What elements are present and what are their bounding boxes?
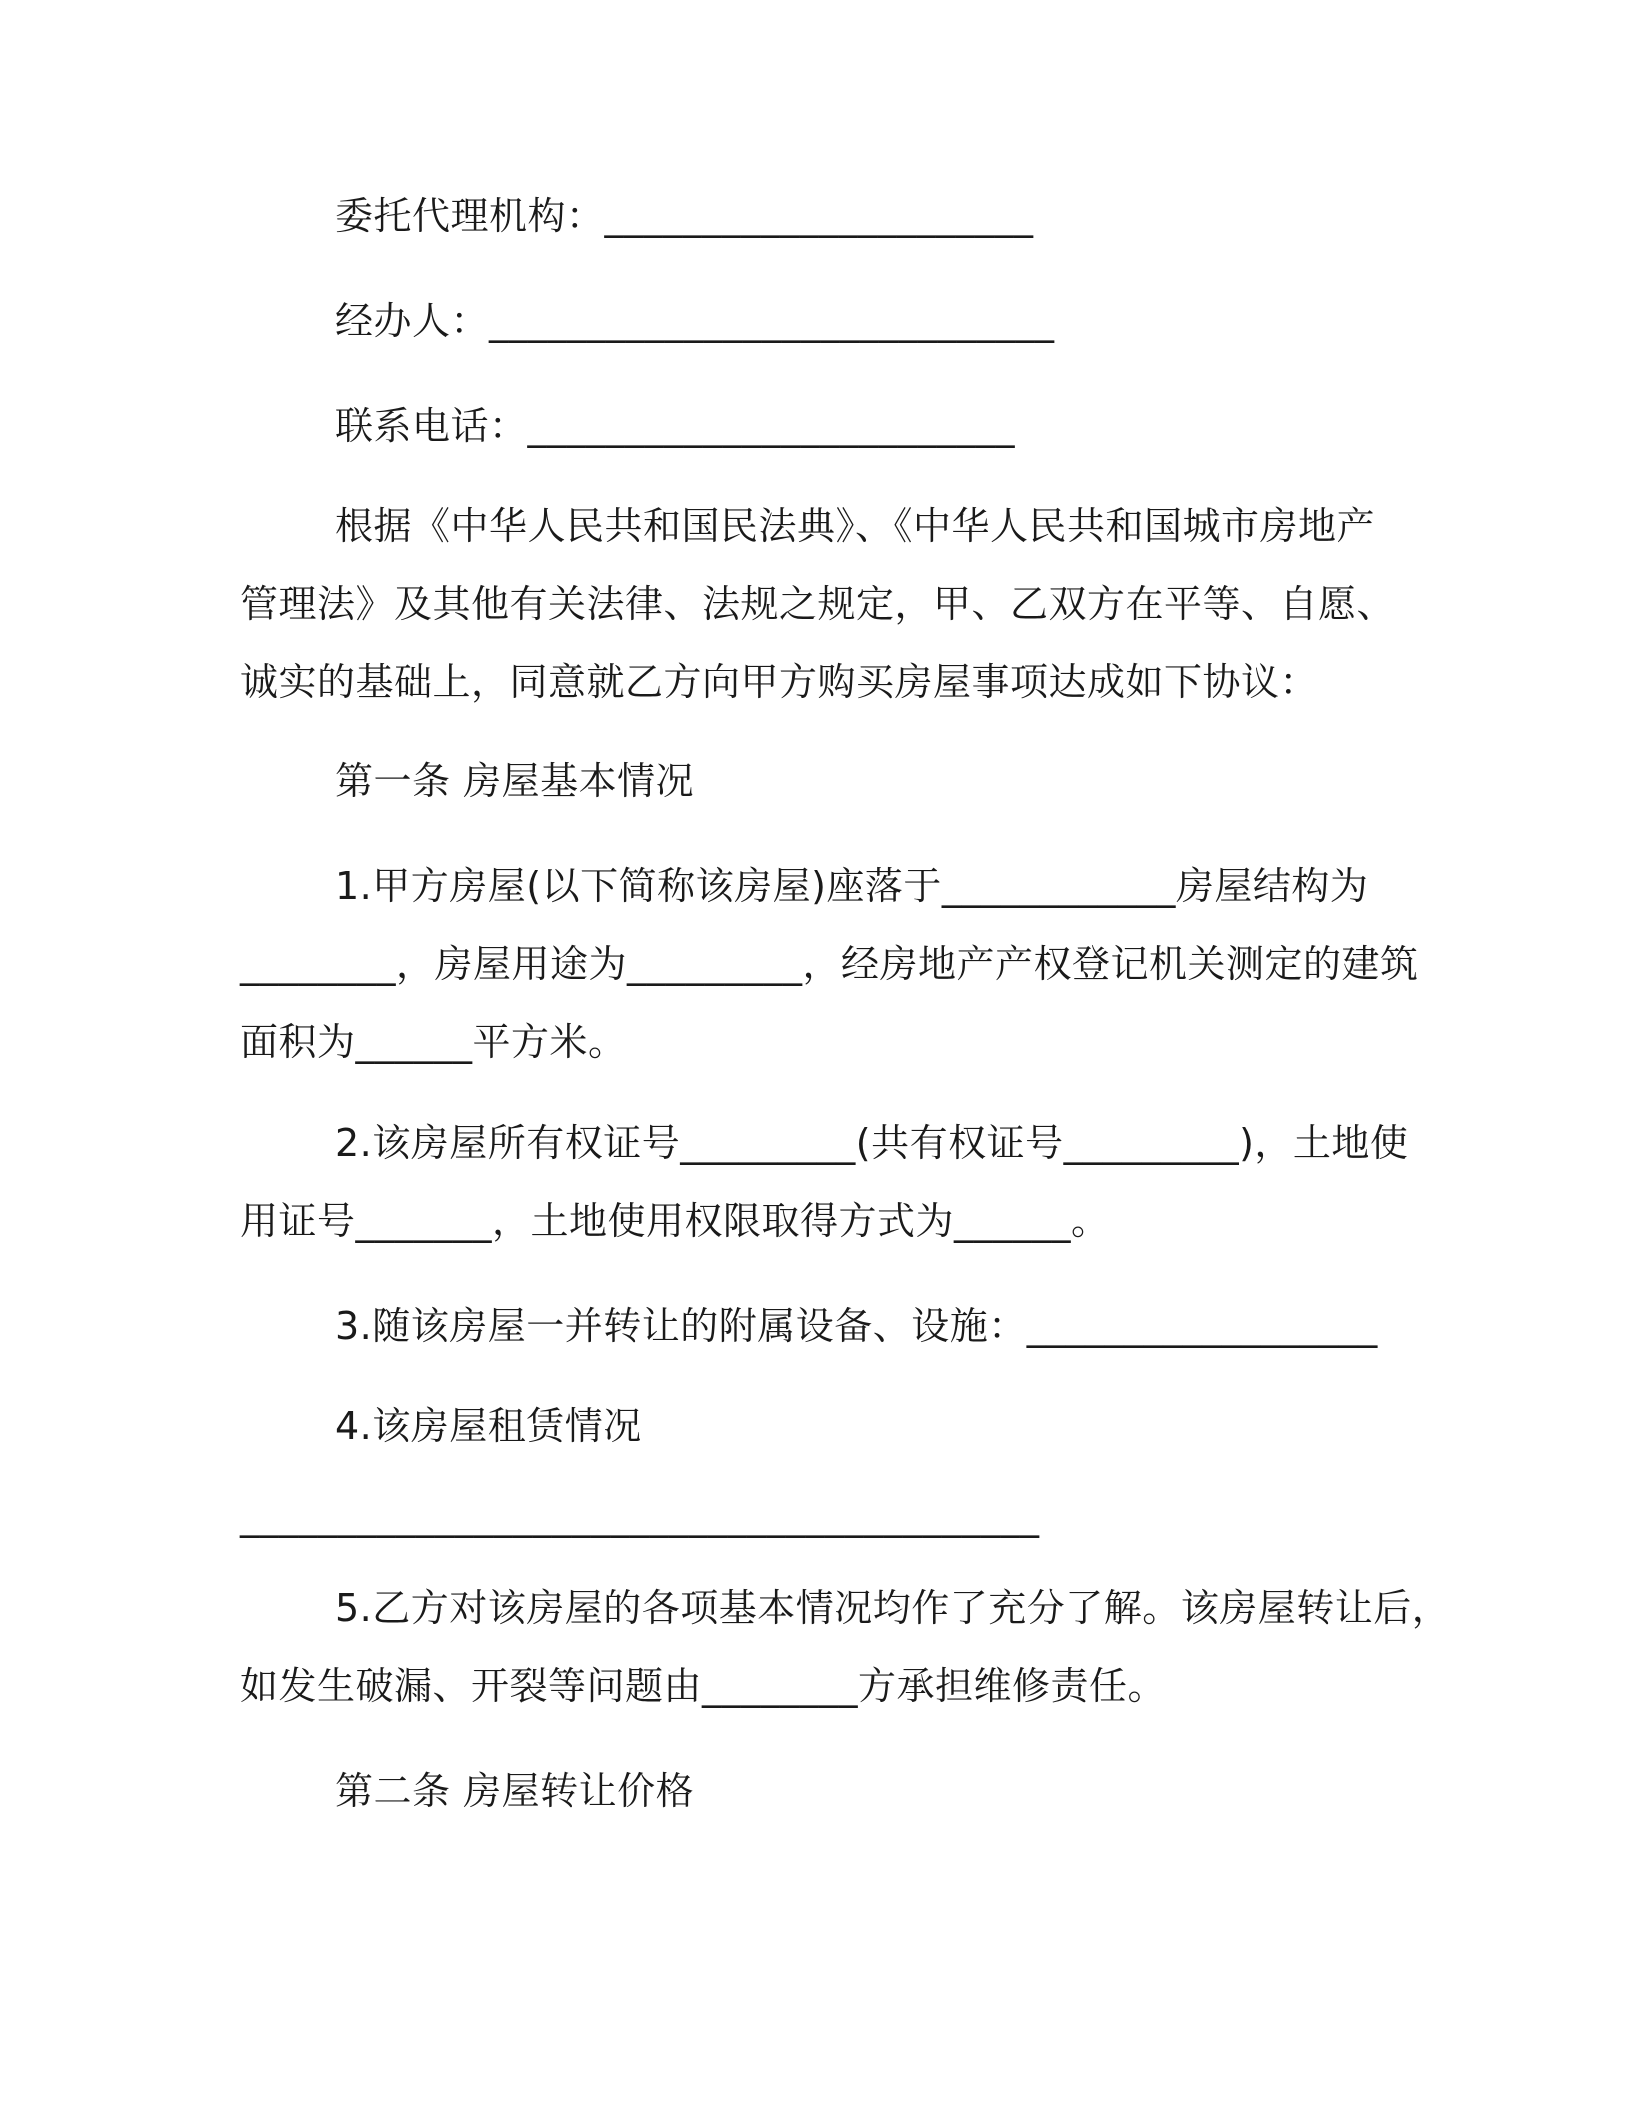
article-1-heading: 第一条 房屋基本情况	[335, 759, 695, 803]
article-2-heading: 第二条 房屋转让价格	[335, 1769, 695, 1813]
clause-2-line-1: 2.该房屋所有权证号_________(共有权证号_________)，土地使	[335, 1121, 1409, 1165]
clause-5-line-1: 5.乙方对该房屋的各项基本情况均作了充分了解。该房屋转让后，	[335, 1586, 1451, 1630]
clause-1-line-3: 面积为______平方米。	[240, 1020, 627, 1064]
preamble-line-2: 管理法》及其他有关法律、法规之规定，甲、乙双方在平等、自愿、	[240, 582, 1396, 626]
clause-2-line-2: 用证号_______，土地使用权限取得方式为______。	[240, 1199, 1110, 1243]
clause-1-line-1: 1.甲方房屋(以下简称该房屋)座落于____________房屋结构为	[335, 864, 1369, 908]
preamble-line-3: 诚实的基础上，同意就乙方向甲方购买房屋事项达成如下协议：	[240, 660, 1319, 704]
phone-field-line: 联系电话：_________________________	[335, 404, 1016, 448]
agent-field-line: 经办人：_____________________________	[335, 299, 1055, 343]
agency-field-line: 委托代理机构：______________________	[335, 194, 1034, 238]
clause-4-line: 4.该房屋租赁情况	[335, 1404, 642, 1448]
clause-5-line-2: 如发生破漏、开裂等问题由________方承担维修责任。	[240, 1664, 1167, 1708]
preamble-line-1: 根据《中华人民共和国民法典》、《中华人民共和国城市房地产	[335, 504, 1376, 548]
clause-1-line-2: ________，房屋用途为_________，经房地产产权登记机关测定的建筑	[240, 942, 1419, 986]
clause-3-line: 3.随该房屋一并转让的附属设备、设施：__________________	[335, 1304, 1378, 1348]
clause-4-blank-line: _________________________________________	[240, 1494, 1040, 1538]
